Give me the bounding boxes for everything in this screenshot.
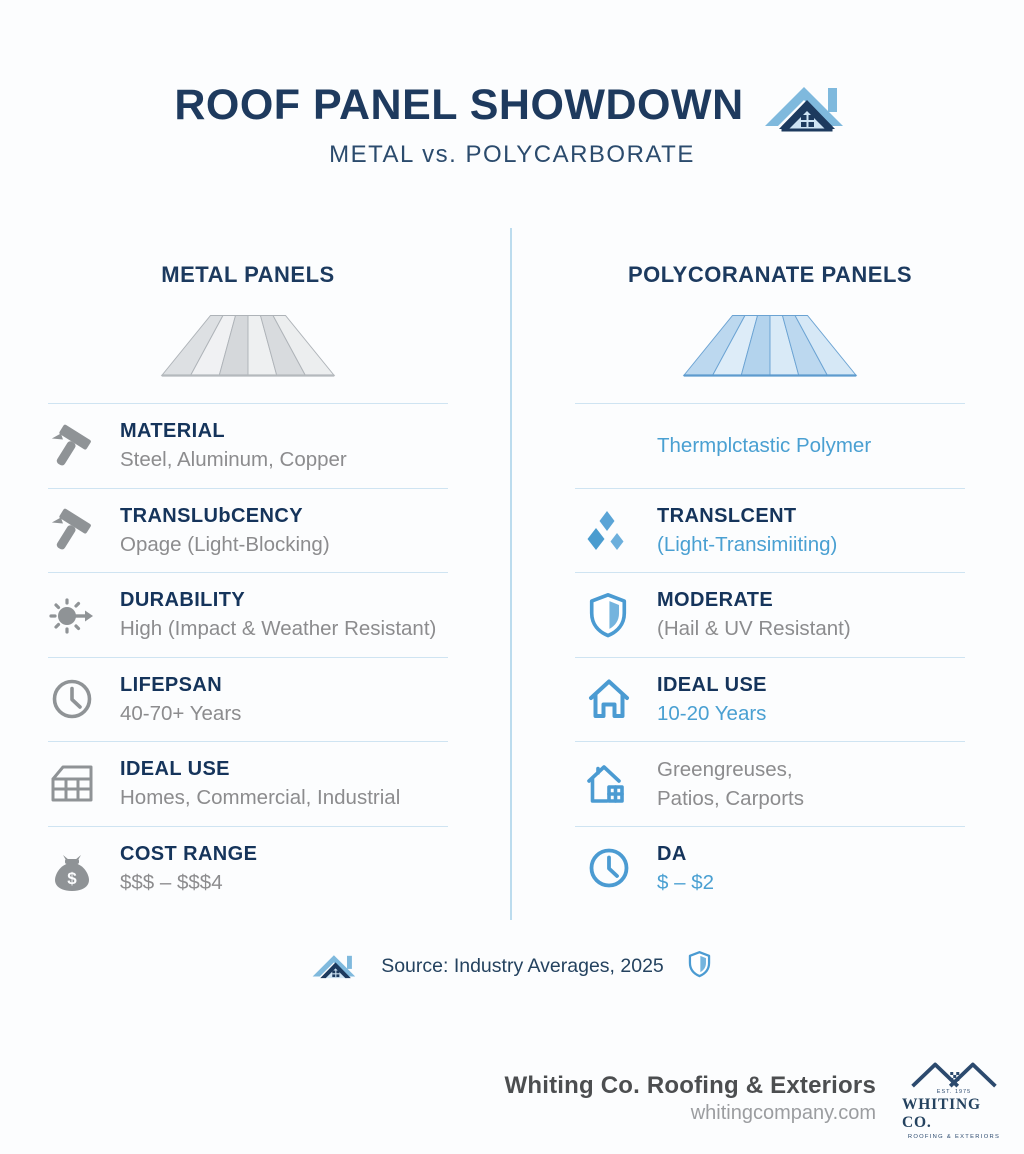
spec-label: COST RANGE [120,842,258,865]
logo-name: WHITING CO. [902,1096,981,1131]
sun-impact-icon [48,591,108,639]
table-row [48,572,448,657]
spec-value: $ – $2 [657,870,714,894]
table-row [48,403,448,488]
page-title: ROOF PANEL SHOWDOWN [174,81,744,129]
metal-column-title: METAL PANELS [161,262,335,287]
source-row [0,948,1024,985]
spec-value: Homes, Commercial, Industrial [120,786,401,810]
page-subtitle: METAL vs. POLYCARBORATE [329,141,695,168]
company-website[interactable]: whitingcompany.com [690,1101,876,1124]
spec-value: Opage (Light-Blocking) [120,532,330,556]
polycarbonate-column-title: POLYCORANATE PANELS [627,262,913,287]
spec-value-line2: Patios, Carports [657,786,804,810]
metal-panel-illustration [48,308,448,383]
table-row [575,826,965,911]
table-row [575,403,965,488]
spec-value: 10-20 Years [657,701,767,725]
greenhouse-icon [48,760,108,808]
spec-value: Thermplctastic Polymer [657,434,872,458]
logo-est-label: EST. 1975 [936,1089,972,1095]
footer [0,1056,1024,1140]
spec-label: TRANSLCENT [657,504,797,527]
roof-house-icon [311,948,359,985]
table-row [575,572,965,657]
spec-label: LIFEPSAN [120,673,223,696]
metal-spec-list [48,403,448,910]
spec-label: TRANSLUbCENCY [120,504,303,527]
table-row [48,488,448,573]
table-row [575,741,965,826]
header [0,74,1024,137]
table-row [575,488,965,573]
spec-label: MODERATE [657,589,774,612]
column-divider [510,228,512,920]
table-row [48,657,448,742]
spec-value: $$$ – $$$4 [120,870,223,894]
table-row [575,657,965,742]
company-name: Whiting Co. Roofing & Exteriors [504,1071,876,1099]
spec-value: Greengreuses, [657,757,793,781]
spec-value: High (Impact & Weather Resistant) [120,617,437,641]
diamonds-icon [585,507,645,553]
svg-text:$: $ [67,869,77,889]
roof-house-icon [762,74,850,137]
polycarbonate-panel-illustration [575,308,965,383]
house-structure-icon [585,760,645,808]
spec-label: MATERIAL [120,420,226,443]
shield-icon [686,949,713,984]
spec-label: IDEAL USE [120,758,230,781]
company-logo [902,1056,1006,1140]
spec-label: IDEAL USE [657,673,767,696]
table-row [48,826,448,911]
spec-label: DA [657,842,687,865]
spec-value: 40-70+ Years [120,701,242,725]
logo-tagline: ROOFING & EXTERIORS [907,1134,1001,1140]
polycarbonate-spec-list [575,403,965,910]
spec-label: DURABILITY [120,589,246,612]
spec-value: Steel, Aluminum, Copper [120,448,347,472]
roof-peaks-icon [904,1056,1004,1093]
shield-icon [585,591,645,639]
clock-icon [585,844,645,892]
hammer-icon [48,422,108,470]
money-bag-icon [48,844,108,892]
source-text: Source: Industry Averages, 2025 [381,955,664,977]
table-row [48,741,448,826]
spec-value: (Light-Transimiiting) [657,532,838,556]
hammer-icon [48,506,108,554]
clock-icon [48,675,108,723]
house-icon [585,675,645,723]
spec-value: (Hail & UV Resistant) [657,617,851,641]
